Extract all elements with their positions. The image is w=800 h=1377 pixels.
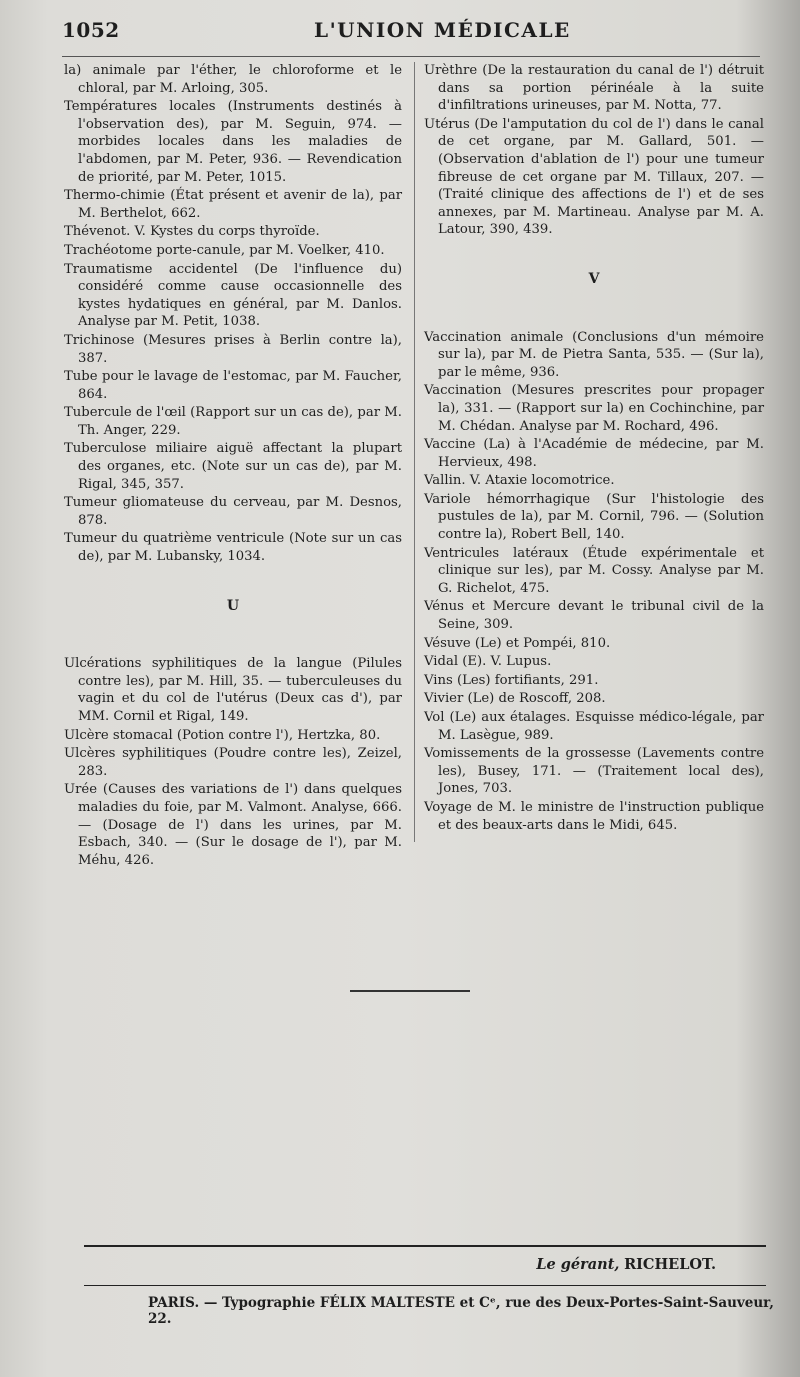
index-entry: Vaccination (Mesures prescrites pour propager la), 331. — (Rapport sur la) en Cochinchine, par M. Chédan. Analyse par M. Rochard, 496. <box>424 383 764 434</box>
index-entry: Tubercule de l'œil (Rapport sur un cas de), par M. Th. Anger, 229. <box>64 405 402 438</box>
manager-signature <box>536 1256 716 1273</box>
index-entry: Ventricules latéraux (Étude expérimentale et clinique sur les), par M. Cossy. Analyse par M. G. Richelot, 475. <box>424 545 764 596</box>
section-letter-u: U <box>226 597 240 614</box>
index-entry: Vaccine (La) à l'Académie de médecine, par M. Hervieux, 498. <box>424 437 764 470</box>
index-entry: Voyage de M. le ministre de l'instruction publique et des beaux-arts dans le Midi, 645. <box>424 799 764 833</box>
index-entry: Trichinose (Mesures prises à Berlin contre la), 387. <box>64 332 402 366</box>
left-column <box>64 62 402 870</box>
index-entry: Urèthre (De la restauration du canal de l') détruit dans sa portion périnéale à la suite d'infiltrations urineuses, par M. Notta, 77. <box>424 63 764 114</box>
index-entry: Vol (Le) aux étalages. Esquisse médico-légale, par M. Lasègue, 989. <box>424 710 764 743</box>
index-entry: Vins (Les) fortifiants, 291. <box>424 672 599 688</box>
column-divider <box>414 62 415 842</box>
index-entry: Vidal (E). V. Lupus. <box>424 654 552 670</box>
page-number: 1052 <box>62 18 120 42</box>
header-rule <box>62 56 760 57</box>
index-entry: la) animale par l'éther, le chloroforme et le chloral, par M. Arloing, 305. <box>64 63 402 96</box>
footer-rule-top <box>84 1245 766 1247</box>
index-entry: Vésuve (Le) et Pompéi, 810. <box>424 635 611 651</box>
index-entry: Thermo-chimie (État présent et avenir de la), par M. Berthelot, 662. <box>64 188 402 221</box>
page-header <box>62 14 760 50</box>
manager-name: RICHELOT. <box>624 1256 716 1273</box>
footer-rule-bottom <box>84 1285 766 1286</box>
index-entry: Variole hémorrhagique (Sur l'histologie des pustules de la), par M. Cornil, 796. — (Solution contre la), Robert Bell, 140. <box>424 491 764 543</box>
index-entry: Tumeur du quatrième ventricule (Note sur un cas de), par M. Lubansky, 1034. <box>64 531 402 565</box>
section-end-rule <box>350 990 470 992</box>
index-entry: Tube pour le lavage de l'estomac, par M. Faucher, 864. <box>64 369 402 402</box>
index-entry: Ulcères syphilitiques (Poudre contre les), Zeizel, 283. <box>64 746 402 779</box>
manager-label: Le gérant, <box>536 1256 620 1273</box>
index-entry: Vénus et Mercure devant le tribunal civil de la Seine, 309. <box>424 599 764 633</box>
index-entry: Tuberculose miliaire aiguë affectant la plupart des organes, etc. (Note sur un cas de), par M. Rigal, 345, 357. <box>64 441 402 492</box>
index-entry: Ulcérations syphilitiques de la langue (Pilules contre les), par M. Hill, 35. — tuberculeuses du vagin et du col de l'utérus (Deux cas d'), par MM. Cornil et Rigal, 149. <box>64 656 402 724</box>
index-entry: Vivier (Le) de Roscoff, 208. <box>424 691 606 707</box>
section-letter-v: V <box>588 270 600 287</box>
index-entry: Tumeur gliomateuse du cerveau, par M. Desnos, 878. <box>64 495 402 528</box>
index-entry: Ulcère stomacal (Potion contre l'), Hertzka, 80. <box>64 727 381 743</box>
index-entry: Vomissements de la grossesse (Lavements contre les), Busey, 171. — (Traitement local des), Jones, 703. <box>424 746 764 797</box>
journal-title: L'UNION MÉDICALE <box>314 18 571 42</box>
index-entry: Vallin. V. Ataxie locomotrice. <box>424 473 615 489</box>
index-entry: Vaccination animale (Conclusions d'un mémoire sur la), par M. de Pietra Santa, 535. — (Sur la), par le même, 936. <box>424 329 764 380</box>
index-entry: Trachéotome porte-canule, par M. Voelker, 410. <box>64 242 385 258</box>
right-column <box>424 62 764 835</box>
index-entry: Thévenot. V. Kystes du corps thyroïde. <box>64 224 320 240</box>
index-entry: Températures locales (Instruments destinés à l'observation des), par M. Seguin, 974. — morbides locales dans les maladies de l'abdomen, par M. Peter, 936. — Revendication de priorité, par M. Peter, 1015. <box>64 99 402 185</box>
index-entry: Utérus (De l'amputation du col de l') dans le canal de cet organe, par M. Gallard, 501. — (Observation d'ablation de l') pour une tumeur fibreuse de cet organe par M. Tillaux, 207. — (Traité clinique des affections de l') et de ses annexes, par M. Martineau. Analyse par M. A. Latour, 390, 439. <box>424 116 764 238</box>
index-entry: Urée (Causes des variations de l') dans quelques maladies du foie, par M. Valmont. Analyse, 666. — (Dosage de l') dans les urines, par M. Esbach, 340. — (Sur le dosage de l'), par M. Méhu, 426. <box>64 782 402 868</box>
index-entry: Traumatisme accidentel (De l'influence du) considéré comme cause occasionnelle des kystes hydatiques en général, par M. Danlos. Analyse par M. Petit, 1038. <box>64 261 402 330</box>
printer-imprint: PARIS. — Typographie FÉLIX MALTESTE et Cᵉ, rue des Deux-Portes-Saint-Sauveur, 22. <box>148 1295 774 1327</box>
